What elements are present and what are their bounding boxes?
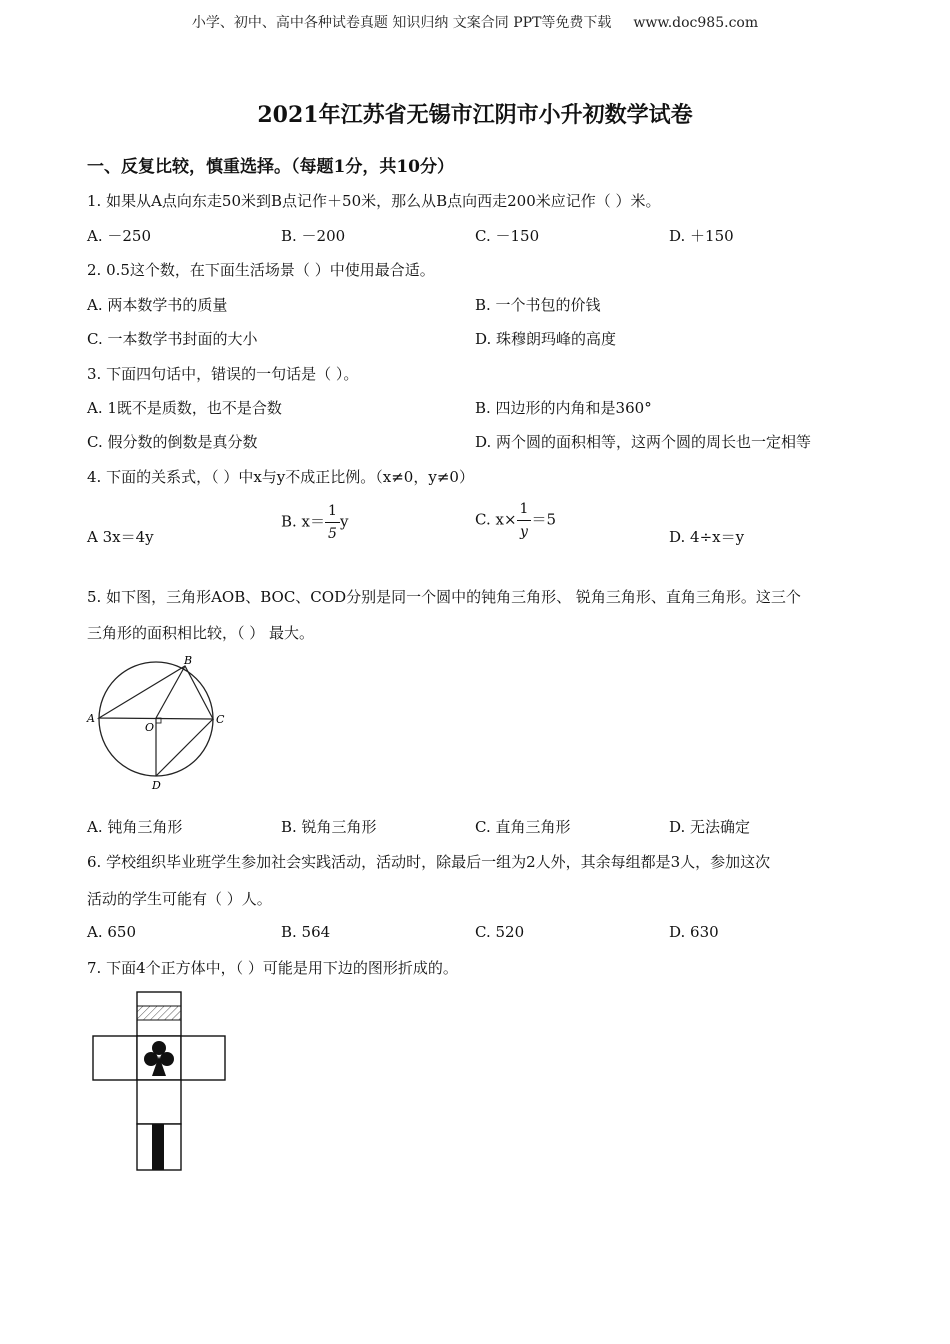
q4-c-fraction [517,502,532,539]
q4-c-suffix: ＝5 [531,510,556,529]
q6-option-d[interactable]: D. 630 [669,923,719,941]
page-header [0,12,950,32]
q5-option-d[interactable]: D. 无法确定 [669,818,751,836]
q1-option-d[interactable]: D. ＋150 [669,227,734,245]
q1-option-c[interactable]: C. －150 [475,227,540,245]
question-6-line1: 6. 学校组织毕业班学生参加社会实践活动，活动时，除最后一组为2人外，其余每组都是3人，参加这次 [87,853,771,871]
question-2: 2. 0.5这个数，在下面生活场景（ ）中使用最合适。 [87,261,435,279]
q4-b-numerator: 1 [325,504,340,523]
q4-option-b[interactable] [281,504,348,541]
segment-ob [156,666,185,718]
page-title: 2021年江苏省无锡市江阴市小升初数学试卷 [257,102,693,128]
q6-option-c[interactable]: C. 520 [475,923,525,941]
q6-option-a[interactable]: A. 650 [87,923,136,941]
question-7: 7. 下面4个正方体中，（ ）可能是用下边的图形折成的。 [87,959,458,977]
label-c: C [216,713,225,726]
q1-option-a[interactable]: A. －250 [87,227,151,245]
q5-option-b[interactable]: B. 锐角三角形 [281,818,377,836]
q2-option-b[interactable]: B. 一个书包的价钱 [475,296,601,314]
net-lower-face [137,1080,181,1124]
q1-option-b[interactable]: B. －200 [281,227,346,245]
net-left-face [93,1036,137,1080]
cube-net-figure [90,988,230,1174]
q2-option-c[interactable]: C. 一本数学书封面的大小 [87,330,258,348]
question-1: 1. 如果从A点向东走50米到B点记作＋50米，那么从B点向西走200米应记作（ ）米。 [87,192,661,210]
q4-b-denominator: 5 [328,526,337,542]
label-o: O [145,721,155,734]
segment-dc [156,719,213,776]
q5-option-a[interactable]: A. 钝角三角形 [87,818,183,836]
section-heading: 一、反复比较，慎重选择。（每题1分，共10分） [87,157,454,177]
net-right-face [181,1036,225,1080]
q3-option-d[interactable]: D. 两个圆的面积相等，这两个圆的周长也一定相等 [475,433,812,451]
header-text: 小学、初中、高中各种试卷真题 知识归纳 文案合同 PPT等免费下载 [191,15,612,31]
q4-c-denominator: y [520,524,528,540]
q4-b-suffix: y [339,512,349,531]
q3-option-a[interactable]: A. 1既不是质数，也不是合数 [87,399,282,417]
q4-c-numerator: 1 [517,502,532,521]
label-b: B [184,655,193,667]
q5-option-c[interactable]: C. 直角三角形 [475,818,571,836]
black-bar [152,1124,164,1170]
q4-b-prefix: B. x＝ [281,512,326,531]
q4-option-c[interactable] [475,502,556,539]
question-5-line1: 5. 如下图，三角形AOB、BOC、COD分别是同一个圆中的钝角三角形、 锐角三角形、直角三角形。这三个 [87,588,801,606]
q4-c-prefix: C. x× [475,510,517,529]
q4-option-a[interactable]: A 3x＝4y [87,528,154,546]
q6-option-b[interactable]: B. 564 [281,923,331,941]
q3-option-c[interactable]: C. 假分数的倒数是真分数 [87,433,258,451]
label-a: A [87,712,95,725]
question-4: 4. 下面的关系式，（ ）中x与y不成正比例。（x≠0，y≠0） [87,468,474,486]
hatched-band [137,1006,181,1020]
question-3: 3. 下面四句话中，错误的一句话是（ ）。 [87,365,359,383]
circle-triangle-figure [85,655,235,795]
q2-option-a[interactable]: A. 两本数学书的质量 [87,296,228,314]
q2-option-d[interactable]: D. 珠穆朗玛峰的高度 [475,330,617,348]
q4-option-d[interactable]: D. 4÷x＝y [669,528,745,546]
triangle-abc [99,666,213,719]
label-d: D [152,779,161,792]
question-6-line2: 活动的学生可能有（ ）人。 [87,890,272,908]
q3-option-b[interactable]: B. 四边形的内角和是360° [475,399,652,417]
header-url[interactable]: www.doc985.com [633,15,759,31]
q4-b-fraction [325,504,340,541]
question-5-line2: 三角形的面积相比较，（ ） 最大。 [87,624,315,642]
